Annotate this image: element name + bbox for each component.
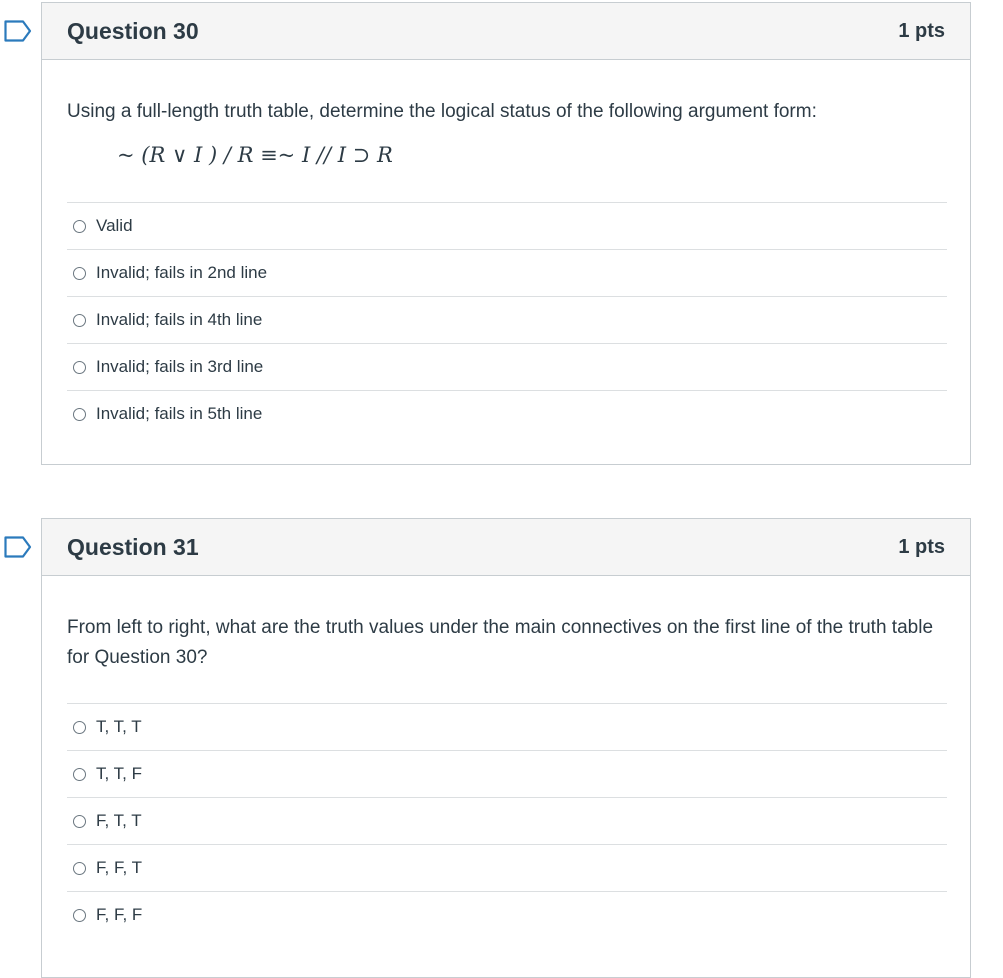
radio-button[interactable] xyxy=(73,267,86,280)
answer-list xyxy=(67,703,947,938)
answer-option[interactable] xyxy=(67,750,947,797)
argument-formula: ~ (R ∨ I ) / R ≡~ I // I ⊃ R xyxy=(117,143,393,167)
question-card xyxy=(41,2,971,465)
answer-list xyxy=(67,202,947,437)
answer-label: F, F, T xyxy=(96,858,142,877)
flag-question-icon[interactable] xyxy=(4,536,32,558)
answer-label: Valid xyxy=(96,216,133,235)
question-title: Question 31 xyxy=(67,533,199,560)
radio-button[interactable] xyxy=(73,314,86,327)
question-header xyxy=(42,3,970,60)
question-text: Using a full-length truth table, determine the logical status of the following argument form: xyxy=(67,101,817,122)
radio-button[interactable] xyxy=(73,909,86,922)
answer-option[interactable] xyxy=(67,891,947,938)
answer-option[interactable] xyxy=(67,390,947,437)
radio-button[interactable] xyxy=(73,862,86,875)
question-text: From left to right, what are the truth values under the main connectives on the first line of the truth table for Question 30? xyxy=(67,617,934,668)
radio-button[interactable] xyxy=(73,815,86,828)
flag-question-icon[interactable] xyxy=(4,20,32,42)
answer-option[interactable] xyxy=(67,296,947,343)
question-card xyxy=(41,518,971,978)
answer-option[interactable] xyxy=(67,249,947,296)
question-points: 1 pts xyxy=(898,535,945,558)
answer-label: Invalid; fails in 3rd line xyxy=(96,357,264,376)
answer-option[interactable] xyxy=(67,844,947,891)
answer-label: T, T, F xyxy=(96,764,142,783)
radio-button[interactable] xyxy=(73,408,86,421)
question-title: Question 30 xyxy=(67,17,199,44)
radio-button[interactable] xyxy=(73,220,86,233)
answer-label: F, T, T xyxy=(96,811,142,830)
answer-option[interactable] xyxy=(67,797,947,844)
answer-label: Invalid; fails in 5th line xyxy=(96,404,263,423)
answer-label: F, F, F xyxy=(96,905,143,924)
answer-option[interactable] xyxy=(67,202,947,249)
answer-option[interactable] xyxy=(67,343,947,390)
answer-label: Invalid; fails in 2nd line xyxy=(96,263,268,282)
answer-label: Invalid; fails in 4th line xyxy=(96,310,263,329)
radio-button[interactable] xyxy=(73,721,86,734)
question-header xyxy=(42,519,970,576)
question-points: 1 pts xyxy=(898,19,945,42)
answer-option[interactable] xyxy=(67,703,947,750)
radio-button[interactable] xyxy=(73,361,86,374)
answer-label: T, T, T xyxy=(96,717,142,736)
radio-button[interactable] xyxy=(73,768,86,781)
